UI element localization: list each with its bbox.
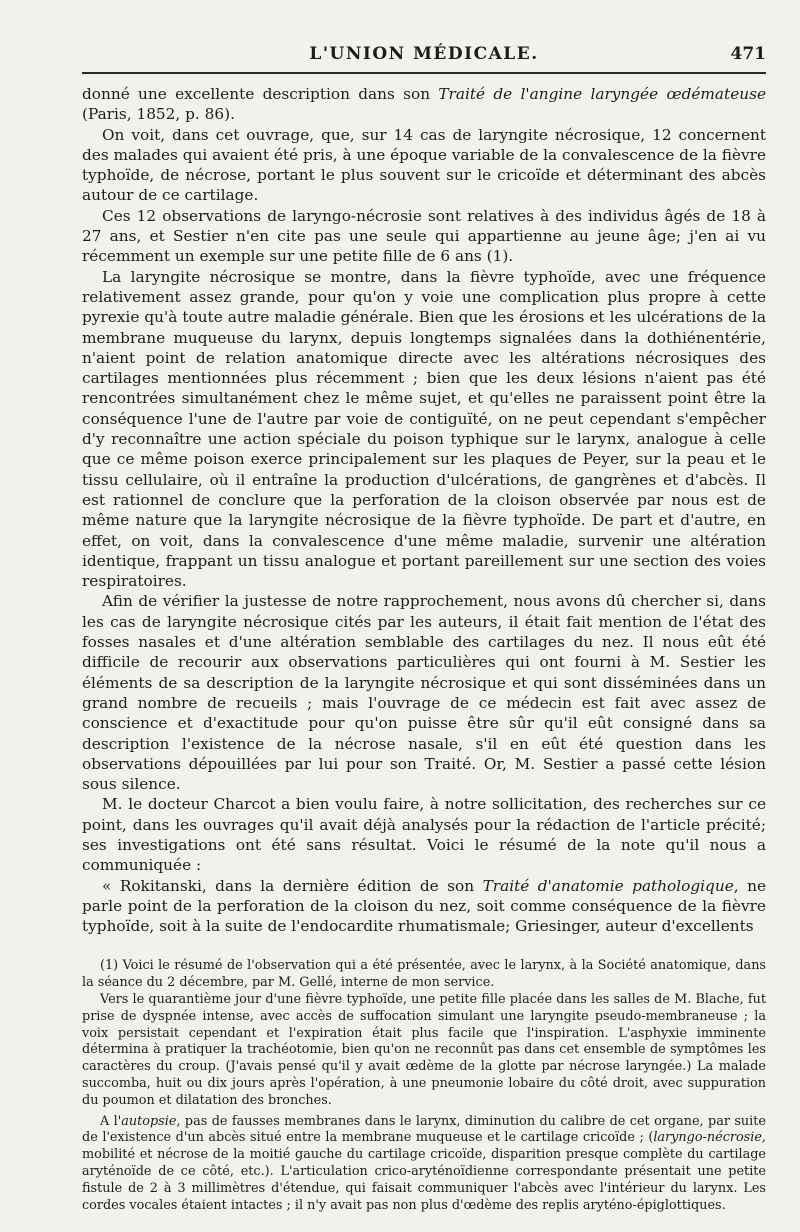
text-run: (Paris, 1852, p. 86). xyxy=(82,105,235,124)
text-run: Vers le quarantième jour d'une fièvre typhoïde, une petite fille placée dans les salles de M. Blache, fut prise de dyspnée intense, avec accès de suffocation simulant une laryngite pseudo-membraneuse ; la voix persistait cependant et l'expiration était plus facile que l'inspiration. L'asphyxie imminente détermina à pratiquer la trachéotomie, bien qu'on ne reconnût pas dans cet ensemble de symptômes les caractères du croup. (J'avais pensé qu'il y avait œdème de la glotte par nécrose laryngée.) La malade succomba, huit ou dix jours après l'opération, à une pneumonie lobaire du côté droit, avec suppuration du poumon et dilatation des bronches. xyxy=(82,992,766,1108)
body-paragraph xyxy=(82,206,766,267)
body-paragraph xyxy=(82,267,766,592)
footnote-paragraph xyxy=(82,992,766,1110)
page xyxy=(82,34,766,1214)
text-run: , ne parle point de la perforation de la cloison du nez, soit comme conséquence de la fièvre typhoïde, soit à la suite de l'endocardite rhumatismale; Griesinger, auteur d'excellents xyxy=(82,876,767,936)
italic-text: Traité d'anatomie pathologique xyxy=(482,876,734,895)
text-run: On voit, dans cet ouvrage, que, sur 14 cas de laryngite nécrosique, 12 concernent des malades qui avaient été pris, à une époque variable de la convalescence de la fièvre typhoïde, de nécrose, portant le plus souvent sur le cricoïde et déterminant des abcès autour de ce cartilage. xyxy=(82,125,766,205)
text-run: La laryngite nécrosique se montre, dans la fièvre typhoïde, avec une fréquence relativement assez grande, pour qu'on y voie une complication plus propre à cette pyrexie qu'à toute autre maladie générale. Bien que les érosions et les ulcérations de la membrane muqueuse du larynx, depuis longtemps signalées dans la dothiénentérie, n'aient point de relation anatomique directe avec les altérations nécrosiques des cartilages mentionnées plus récemment ; bien que les deux lésions n'aient pas été rencontrées simultanément chez le même sujet, et qu'elles ne paraissent point être la conséquence l'une de l'autre par voie de contiguïté, on ne peut cependant s'empêcher d'y reconnaître une action spéciale du poison typhique sur le larynx, analogue à celle que ce même poison exerce principalement sur les plaques de Peyer, sur la peau et le tissu cellulaire, où il entraîne la production d'ulcérations, de gangrènes et d'abcès. Il est rationnel de conclure que la perforation de la cloison observée par nous est de même nature que la laryngite nécrosique de la fièvre typhoïde. De part et d'autre, en effet, on voit, dans la convalescence d'une même maladie, survenir une altération identique, frappant un tissu analogue et portant pareillement sur une section des voies respiratoires. xyxy=(82,267,766,591)
body-paragraph xyxy=(82,591,766,794)
text-run: A l' xyxy=(100,1113,122,1129)
italic-text: laryngo-nécrosie xyxy=(653,1130,762,1146)
body-paragraph xyxy=(82,84,766,125)
body-paragraph xyxy=(82,125,766,206)
page-number: 471 xyxy=(730,44,766,64)
body-paragraph xyxy=(82,876,766,937)
footnotes xyxy=(82,958,766,1214)
text-run: Afin de vérifier la justesse de notre rapprochement, nous avons dû chercher si, dans les cas de laryngite nécrosique cités par les auteurs, il était fait mention de l'état des fosses nasales et d'une altération semblable des cartilages du nez. Il nous eût été difficile de recourir aux observations particulières qui ont fourni à M. Sestier les éléments de sa description de la laryngite nécrosique et qui sont disséminées dans un grand nombre de recueils ; mais l'ouvrage de ce médecin est fait avec assez de conscience et d'exactitude pour qu'on puisse être sûr qu'il eût consigné dans sa description l'existence de la nécrose nasale, s'il en eût été question dans les observations dépouillées par lui pour son Traité. Or, M. Sestier a passé cette lésion sous silence. xyxy=(82,592,766,794)
text-run: donné une excellente description dans son xyxy=(82,85,439,103)
body-paragraph xyxy=(82,794,766,875)
text-run: (1) Voici le résumé de l'observation qui a été présentée, avec le larynx, à la Société anatomique, dans la séance du 2 décembre, par M. Gellé, interne de mon service. xyxy=(82,958,766,991)
text-run: , mobilité et nécrose de la moitié gauche du cartilage cricoïde, disparition presque complète du cartilage aryténoïde de ce côté, etc.). L'articulation crico-aryténoïdienne correspondante présentait une petite fistule de 2 à 3 millimètres d'étendue, qui faisait communiquer l'abcès avec l'intérieur du larynx. Les cordes vocales étaient intactes ; il n'y avait pas non plus d'œdème des replis aryténo-épiglottiques. xyxy=(82,1130,766,1213)
footnote-paragraph xyxy=(82,1114,766,1215)
italic-text: autopsie xyxy=(121,1113,177,1129)
italic-text: Traité de l'angine laryngée œdémateuse xyxy=(438,85,767,103)
text-run: , pas de fausses membranes dans le larynx, diminution du calibre de cet organe, par suite de l'existence d'un abcès situé entre la membrane muqueuse et le cartilage cricoïde ; ( xyxy=(82,1113,766,1146)
running-title: L'UNION MÉDICALE. xyxy=(309,44,539,64)
text-run: « Rokitanski, dans la dernière édition de son xyxy=(102,876,483,895)
text-run: Ces 12 observations de laryngo-nécrosie sont relatives à des individus âgés de 18 à 27 ans, et Sestier n'en cite pas une seule qui appartienne au jeune âge; j'en ai vu récemment un exemple sur une petite fille de 6 ans (1). xyxy=(82,206,766,266)
text-run: M. le docteur Charcot a bien voulu faire, à notre sollicitation, des recherches sur ce point, dans les ouvrages qu'il avait déjà analysés pour la rédaction de l'article précité; ses investigations ont été sans résultat. Voici le résumé de la note qu'il nous a communiquée : xyxy=(82,795,766,875)
header-rule xyxy=(82,72,766,74)
main-text xyxy=(82,84,766,936)
footnote-paragraph xyxy=(82,958,766,992)
running-header xyxy=(82,34,766,70)
